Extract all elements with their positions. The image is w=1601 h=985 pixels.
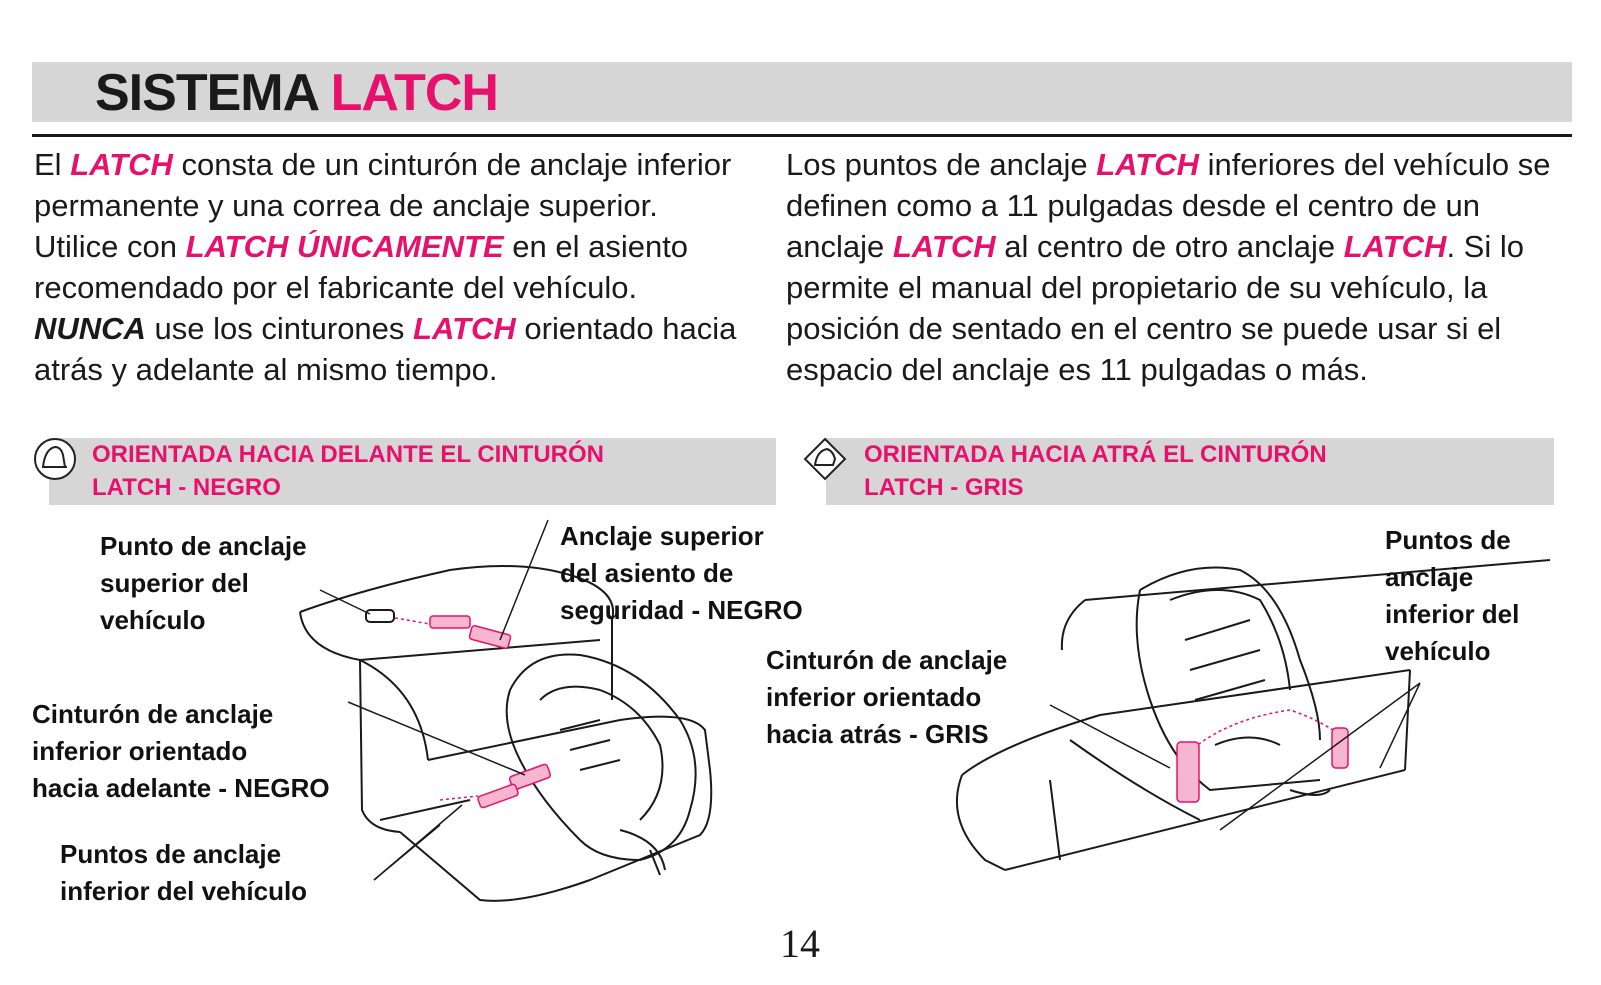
- rear-section-heading: ORIENTADA HACIA ATRÁ EL CINTURÓN LATCH - GRIS: [864, 441, 1327, 501]
- label-lower-points-right: Puntos de anclaje inferior del vehículo: [1385, 525, 1520, 666]
- label-top-vehicle-anchor: Punto de anclaje superior del vehículo: [100, 531, 307, 635]
- forward-belts: [395, 616, 551, 808]
- label-forward-lower-belt: Cinturón de anclaje inferior orientado hacia adelante - NEGRO: [32, 699, 330, 803]
- page-title: SISTEMA LATCH: [95, 64, 498, 122]
- right-paragraph: Los puntos de anclaje LATCH inferiores del vehículo se definen como a 11 pulgadas desde el centro de un anclaje LATCH al centro de otro anclaje LATCH. Si lo permite el manual del propietario de su vehículo, la posición de sentado en el centro se puede usar si el espacio del anclaje es 11 pulgadas o más.: [786, 147, 1551, 387]
- label-lower-points-left: Puntos de anclaje inferior del vehículo: [60, 839, 308, 906]
- label-seat-top-anchor: Anclaje superior del asiento de seguridad - NEGRO: [560, 521, 803, 625]
- left-paragraph: El LATCH consta de un cinturón de anclaje inferior permanente y una correa de anclaje superior. Utilice con LATCH ÚNICAMENTE en el asiento recomendado por el fabricante del vehículo. NUNCA use los cinturones LATCH orientado hacia atrás y adelante al mismo tiempo.: [34, 147, 737, 387]
- rear-belts: [1177, 710, 1348, 802]
- forward-section-heading: ORIENTADA HACIA DELANTE EL CINTURÓN LATCH - NEGRO: [92, 441, 604, 501]
- page-number: 14: [780, 921, 820, 966]
- label-rear-lower-belt: Cinturón de anclaje inferior orientado hacia atrás - GRIS: [766, 645, 1008, 749]
- rear-leader-lines: [1050, 683, 1420, 830]
